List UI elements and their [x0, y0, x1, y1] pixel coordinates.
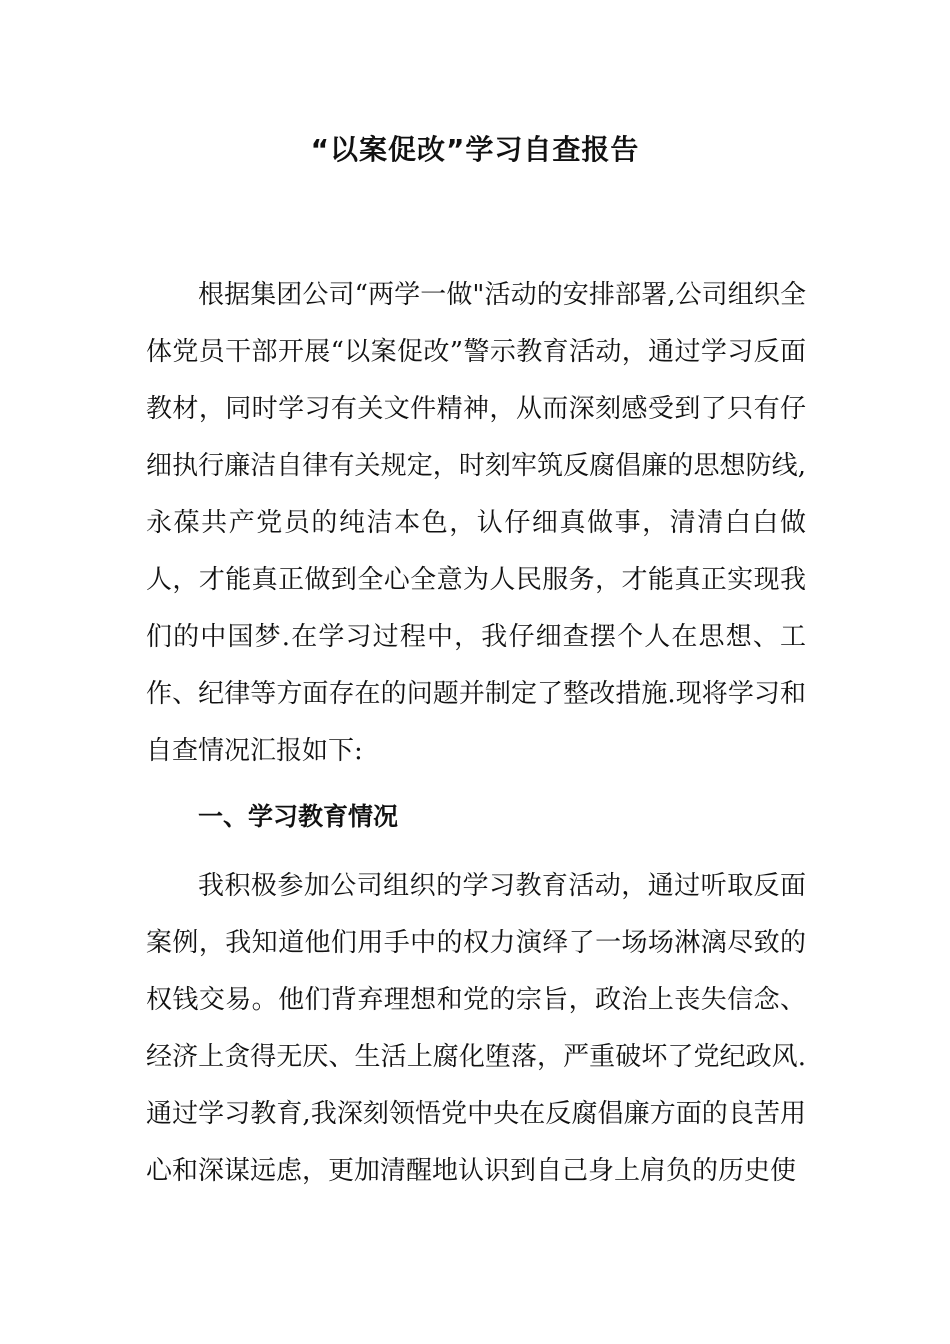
section-heading-learning: 一、学习教育情况	[198, 802, 399, 831]
learning-paragraph: 我积极参加公司组织的学习教育活动，通过听取反面案例，我知道他们用手中的权力演绎了一场场淋漓尽致的权钱交易。他们背弃理想和党的宗旨，政治上丧失信念、经济上贪得无厌、生活上腐化堕落，严重破坏了党纪政风.通过学习教育,我深刻领悟党中央在反腐倡廉方面的良苦用心和深谋远虑，更加清醒地认识到自己身上肩负的历史使	[146, 871, 806, 1186]
intro-paragraph: 根据集团公司“两学一做"活动的安排部署,公司组织全体党员干部开展“以案促改”警示教育活动，通过学习反面教材，同时学习有关文件精神，从而深刻感受到了只有仔细执行廉洁自律有关规定，时刻牢筑反腐倡廉的思想防线,永葆共产党员的纯洁本色，认仔细真做事，清清白白做人，才能真正做到全心全意为人民服务，才能真正实现我们的中国梦.在学习过程中，我仔细查摆个人在思想、工作、纪律等方面存在的问题并制定了整改措施.现将学习和自查情况汇报如下:	[146, 280, 806, 766]
document-title: “以案促改”学习自查报告	[310, 133, 640, 166]
